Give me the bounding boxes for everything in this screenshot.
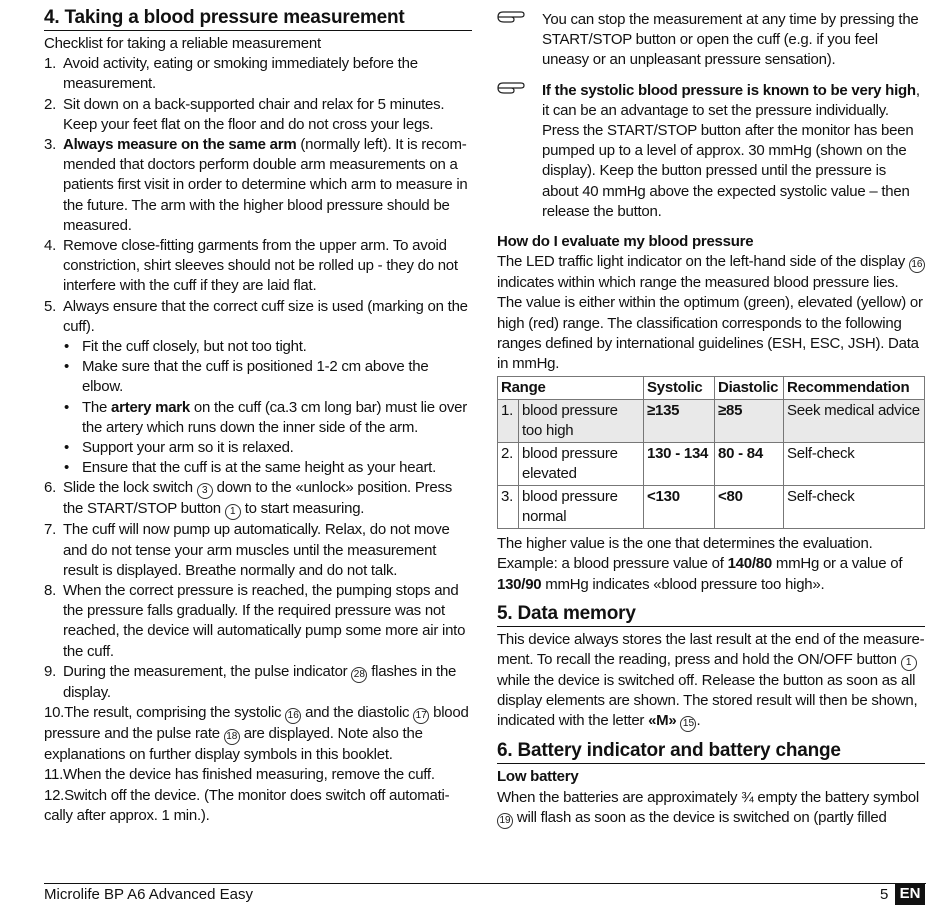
pointing-hand-icon bbox=[497, 79, 525, 97]
section-heading-data-memory: 5. Data memory bbox=[497, 603, 925, 627]
bp-classification-table bbox=[497, 376, 925, 529]
data-memory-paragraph: This device always stores the last result at the end of the measurement. To recall the reading, press and hold the ON/OFF button 1 while the device is switched off. Release the button as soon as all display elements are shown. The stored result will then be shown, indicated with the letter «M» 15 . bbox=[497, 630, 925, 733]
checklist-intro: Checklist for taking a reliable measurement bbox=[44, 35, 321, 52]
ref-number-icon: 17 bbox=[413, 708, 429, 724]
checklist bbox=[44, 54, 472, 826]
evaluate-heading: How do I evaluate my blood pressure bbox=[497, 233, 754, 251]
list-item: 2. Sit down on a back-supported chair and relax for 5 minutes. Keep your feet flat on the floor and do not cross your legs. bbox=[44, 95, 445, 133]
list-item: 11.When the device has finished measuring, remove the cuff. bbox=[44, 766, 435, 784]
bullet-item: • The artery mark on the cuff (ca.3 cm long bar) must lie over the artery which runs down the inner side of the arm. bbox=[62, 398, 472, 438]
evaluation-note: The higher value is the one that determines the evaluation. Example: a blood pressure value of 140/80 mmHg or a value of 130/90 mmHg indicates «blood pressure too high». bbox=[497, 535, 903, 593]
table-row: 3. blood pressure normal <130 <80 Self-check bbox=[498, 486, 925, 529]
footer-product-name: Microlife BP A6 Advanced Easy bbox=[44, 886, 254, 903]
list-item: 4. Remove close-fitting garments from the upper arm. To avoid constriction, shirt sleeves should not be rolled up - they do not interfere with the cuff if they are laid flat. bbox=[44, 237, 458, 295]
ref-number-icon: 1 bbox=[225, 504, 241, 520]
hint-stop-measurement: You can stop the measurement at any time by pressing the START/STOP button or open the cuff (e.g. if you feel uneasy or an unpleasant pressure sensation). bbox=[497, 10, 925, 71]
ref-number-icon: 16 bbox=[285, 708, 301, 724]
ref-number-icon: 16 bbox=[909, 257, 925, 273]
footer-divider bbox=[44, 883, 926, 884]
hint-high-systolic: If the systolic blood pressure is known to be very high, it can be an advantage to set the pressure individually. Press the START/STOP button after the monitor has been pumped up to a level of approx. 30 mmHg (shown on the display). Keep the button pressed until the pressure is about 40 mmHg above the expected systolic value – then release the button. bbox=[497, 81, 925, 222]
list-item: 7. The cuff will now pump up automatically. Relax, do not move and do not tense your arm muscles until the measurement result is displayed. Breathe normally and do not talk. bbox=[44, 521, 450, 579]
section-heading-battery: 6. Battery indicator and battery change bbox=[497, 740, 925, 764]
bullet-item: • Support your arm so it is relaxed. bbox=[62, 438, 472, 458]
ref-number-icon: 15 bbox=[680, 716, 696, 732]
ref-number-icon: 18 bbox=[224, 729, 240, 745]
bullet-item: • Make sure that the cuff is positioned 1-2 cm above the elbow. bbox=[62, 357, 472, 397]
ref-number-icon: 1 bbox=[901, 655, 917, 671]
language-badge: EN bbox=[895, 883, 925, 905]
list-item: 1. Avoid activity, eating or smoking immediately before the measurement. bbox=[44, 55, 418, 93]
list-item: 8. When the correct pressure is reached, the pumping stops and the pressure falls gradually. If the required pressure was not reached, the device will automatically pump some more air into the cuff. bbox=[44, 582, 466, 660]
section-heading-measurement: 4. Taking a blood pressure measurement bbox=[44, 7, 472, 31]
table-header-row: Range Systolic Diastolic Recommendation bbox=[498, 377, 925, 400]
list-item: 10.The result, comprising the systolic 16 and the diastolic 17 blood pressure and the pulse rate 18 are displayed. Note also the explanations on further display symbols in this booklet. bbox=[44, 704, 469, 764]
ref-number-icon: 19 bbox=[497, 813, 513, 829]
ref-number-icon: 28 bbox=[351, 667, 367, 683]
cuff-bullets bbox=[44, 337, 472, 478]
list-item: 9. During the measurement, the pulse indicator 28 flashes in the display. bbox=[44, 662, 457, 701]
list-item: 12.Switch off the device. (The monitor does switch off automatically after approx. 1 min.). bbox=[44, 786, 450, 824]
table-row: 2. blood pressure elevated 130 - 134 80 - 84 Self-check bbox=[498, 443, 925, 486]
left-column bbox=[44, 0, 472, 826]
list-item: 5. Always ensure that the correct cuff size is used (marking on the cuff). bbox=[44, 297, 468, 335]
list-item: 3. Always measure on the same arm (normally left). It is recommended that doctors perform double arm measurements on a patients first visit in order to determine which arm to measure in the future. The arm with the higher blood pressure should be measured. bbox=[44, 136, 468, 234]
pointing-hand-icon bbox=[497, 8, 525, 26]
bullet-item: • Fit the cuff closely, but not too tight. bbox=[62, 337, 472, 357]
low-battery-paragraph: When the batteries are approximately ¾ empty the battery symbol 19 will flash as soon as the device is switched on (partly filled bbox=[497, 788, 925, 829]
right-column bbox=[497, 0, 925, 829]
ref-number-icon: 3 bbox=[197, 483, 213, 499]
list-item: 6. Slide the lock switch 3 down to the «unlock» position. Press the START/STOP button 1 to start measuring. bbox=[44, 478, 472, 520]
bullet-item: • Ensure that the cuff is at the same height as your heart. bbox=[62, 458, 472, 478]
low-battery-heading: Low battery bbox=[497, 768, 579, 786]
list-item-bullets bbox=[44, 337, 472, 478]
page-number: 5 bbox=[880, 886, 889, 903]
table-row: 1. blood pressure too high ≥135 ≥85 Seek medical advice bbox=[498, 400, 925, 443]
evaluate-paragraph: The LED traffic light indicator on the left-hand side of the display 16 indicates within which range the measured blood pressure lies. The value is either within the optimum (green), elevated (yellow) or high (red) range. The classification corresponds to the following ranges defined by international guidelines (ESH, ESC, JSH). Data in mmHg. bbox=[497, 252, 925, 374]
